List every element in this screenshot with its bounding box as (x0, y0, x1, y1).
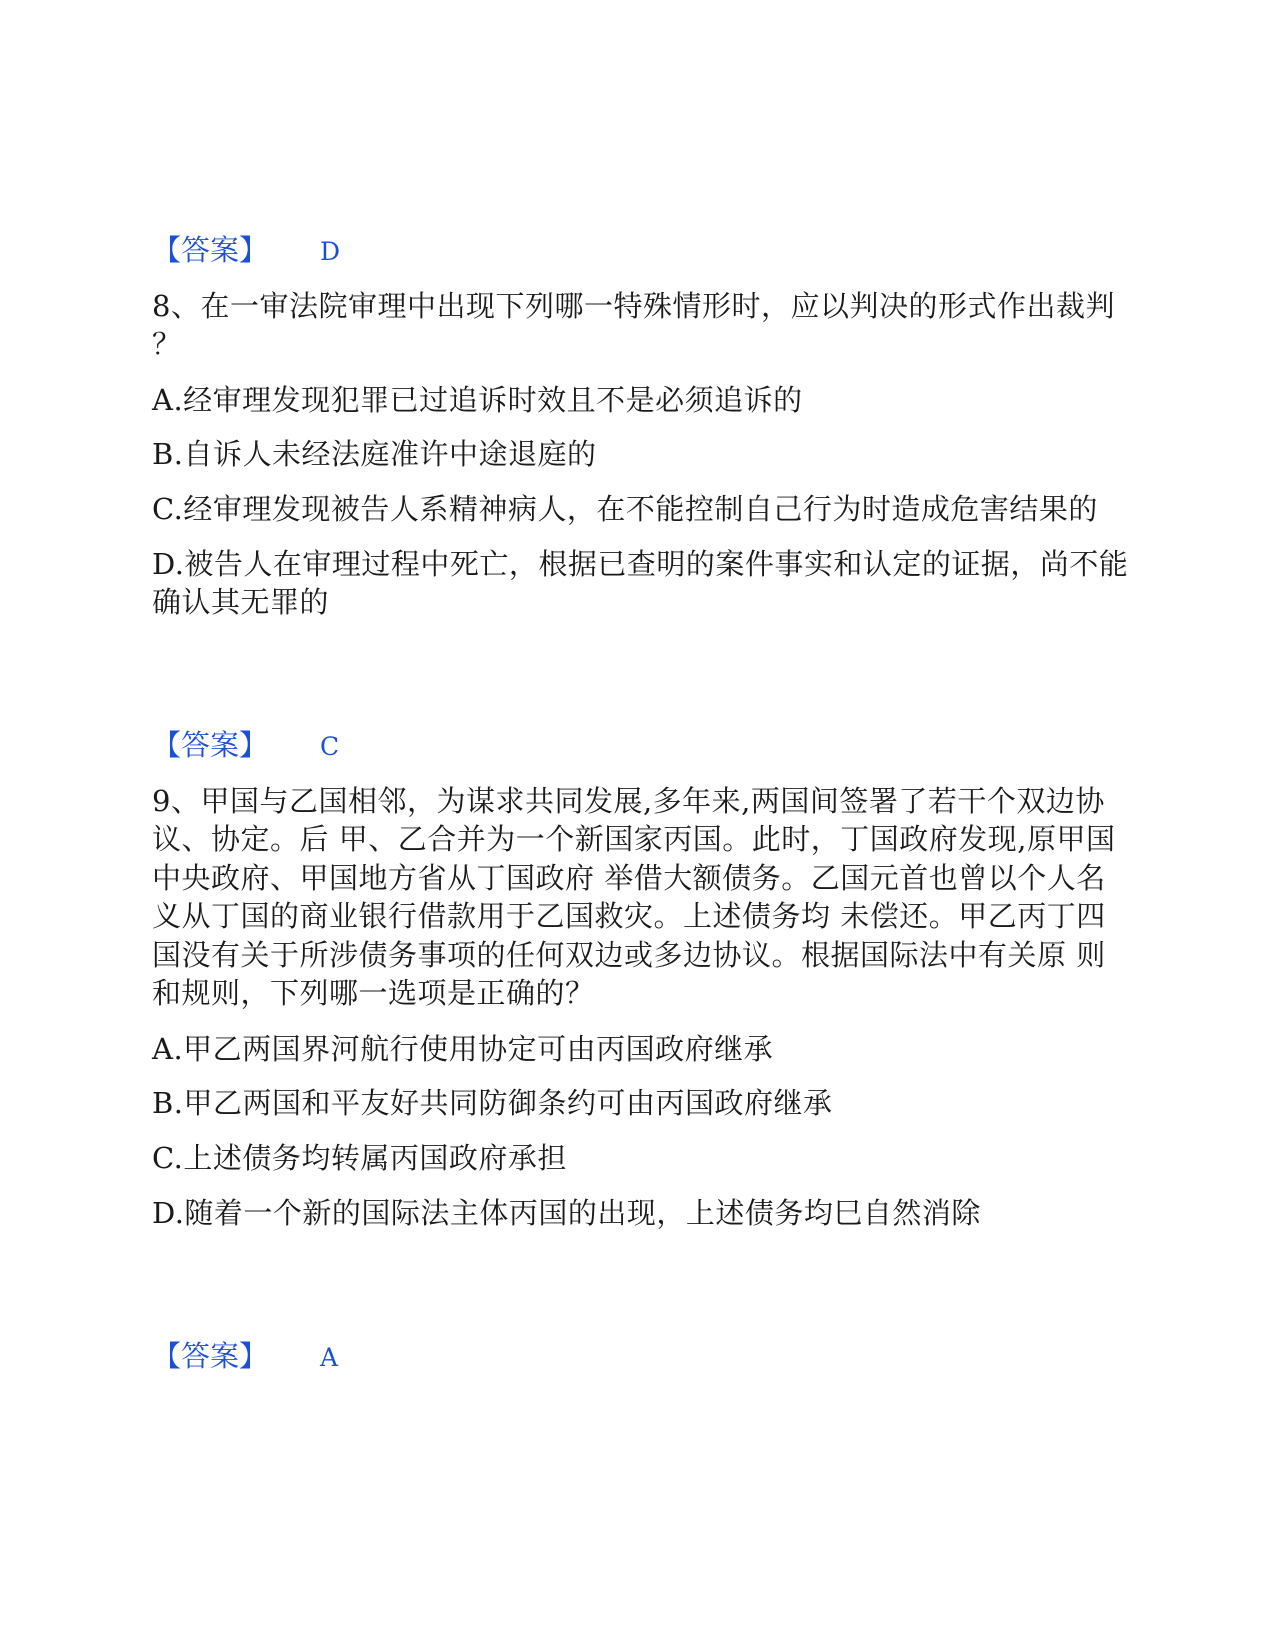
answer-block-q9 (152, 1336, 338, 1378)
answer-label: 【答案】 (152, 728, 269, 762)
question-8-option-d-line2: 确认其无罪的 (152, 585, 330, 619)
question-8-option-a: A.经审理发现犯罪已过追诉时效且不是必须追诉的 (152, 383, 803, 417)
question-8-option-d-line1: D.被告人在审理过程中死亡，根据已查明的案件事实和认定的证据，尚不能 (152, 547, 1129, 581)
question-9-stem-line1: 9、甲国与乙国相邻，为谋求共同发展,多年来,两国间签署了若干个双边协 (152, 784, 1105, 818)
question-9-option-b: B.甲乙两国和平友好共同防御条约可由丙国政府继承 (152, 1086, 833, 1120)
question-9-stem-line5: 国没有关于所涉债务事项的任何双边或多边协议。根据国际法中有关原 则 (152, 938, 1106, 972)
answer-block-q7 (152, 230, 340, 272)
question-8-option-b: B.自诉人未经法庭准许中途退庭的 (152, 437, 597, 471)
question-8-stem-line1: 8、在一审法院审理中出现下列哪一特殊情形时，应以判决的形式作出裁判 (152, 289, 1115, 323)
question-9-stem-line2: 议、协定。后 甲、乙合并为一个新国家丙国。此时，丁国政府发现,原甲国 (152, 822, 1116, 856)
question-9-option-c: C.上述债务均转属丙国政府承担 (152, 1141, 567, 1175)
question-8-option-c: C.经审理发现被告人系精神病人，在不能控制自己行为时造成危害结果的 (152, 492, 1098, 526)
question-9-stem-line3: 中央政府、甲国地方省从丁国政府 举借大额债务。乙国元首也曾以个人名 (152, 861, 1106, 895)
answer-block-q8 (152, 725, 339, 767)
answer-value: A (320, 1343, 339, 1372)
question-8-stem-line2: ？ (152, 327, 182, 361)
answer-label: 【答案】 (152, 1339, 269, 1373)
question-9-stem-line6: 和规则，下列哪一选项是正确的？ (152, 976, 595, 1010)
answer-label: 【答案】 (152, 233, 269, 267)
answer-value: D (320, 237, 341, 266)
answer-value: C (320, 732, 340, 761)
question-9-option-a: A.甲乙两国界河航行使用协定可由丙国政府继承 (152, 1032, 774, 1066)
question-9-option-d: D.随着一个新的国际法主体丙国的出现，上述债务均巳自然消除 (152, 1196, 981, 1230)
question-9-stem-line4: 义从丁国的商业银行借款用于乙国救灾。上述债务均 未偿还。甲乙丙丁四 (152, 899, 1106, 933)
